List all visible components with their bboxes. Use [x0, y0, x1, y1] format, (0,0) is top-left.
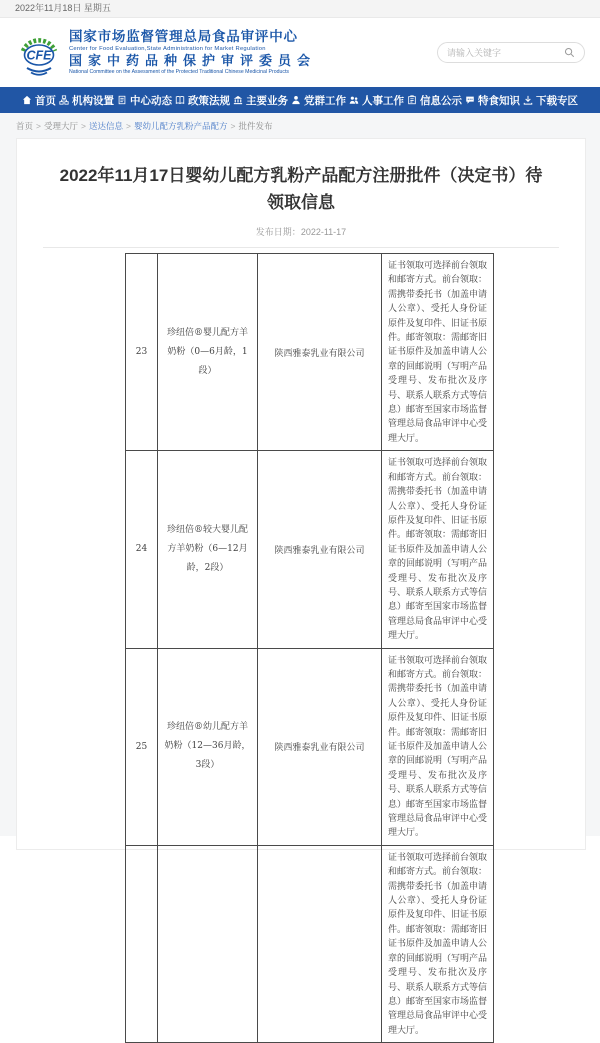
- chat-icon: [465, 95, 475, 105]
- cell-product-name: [158, 845, 258, 1042]
- home-icon: [22, 95, 32, 105]
- main-nav: [0, 87, 600, 113]
- nav-item-news[interactable]: 中心动态: [117, 93, 172, 108]
- person-icon: [291, 95, 301, 105]
- cell-pickup-info: 证书领取可选择前台领取和邮寄方式。前台领取：需携带委托书（加盖申请人公章）、受托人身份证原件及复印件、旧证书原件。邮寄领取：需邮寄旧证书原件及加盖申请人公章的回邮说明（写明产品受理号、发布批次及序号、联系人联系方式等信息）邮寄至国家市场监督管理总局食品审评中心受理大厅。: [382, 648, 494, 845]
- clipboard-icon: [407, 95, 417, 105]
- divider: [43, 247, 559, 248]
- people-icon: [349, 95, 359, 105]
- page-title: 2022年11月17日婴幼儿配方乳粉产品配方注册批件（决定书）待领取信息: [59, 166, 543, 212]
- publish-date: [17, 225, 585, 238]
- nav-item-hr[interactable]: 人事工作: [349, 93, 404, 108]
- nav-item-policy[interactable]: 政策法规: [175, 93, 230, 108]
- breadcrumb-item: 批件发布: [238, 121, 273, 131]
- table-row: [126, 254, 494, 451]
- cell-pickup-info: 证书领取可选择前台领取和邮寄方式。前台领取：需携带委托书（加盖申请人公章）、受托人身份证原件及复印件、旧证书原件。邮寄领取：需邮寄旧证书原件及加盖申请人公章的回邮说明（写明产品受理号、发布批次及序号、联系人联系方式等信息）邮寄至国家市场监督管理总局食品审评中心受理大厅。: [382, 451, 494, 648]
- cell-company: 陕西雅泰乳业有限公司: [258, 648, 382, 845]
- nav-item-download[interactable]: 下载专区: [523, 93, 578, 108]
- nav-item-food[interactable]: 特食知识: [465, 93, 520, 108]
- table-row: [126, 845, 494, 1042]
- article-card: [16, 138, 586, 1036]
- cell-company: [258, 845, 382, 1042]
- cell-product-name: 珍纽倍®较大婴儿配方羊奶粉（6—12月龄，2段）: [158, 451, 258, 648]
- cell-pickup-info: 证书领取可选择前台领取和邮寄方式。前台领取：需携带委托书（加盖申请人公章）、受托人身份证原件及复印件、旧证书原件。邮寄领取：需邮寄旧证书原件及加盖申请人公章的回邮说明（写明产品受理号、发布批次及序号、联系人联系方式等信息）邮寄至国家市场监督管理总局食品审评中心受理大厅。: [382, 254, 494, 451]
- bank-icon: [233, 95, 243, 105]
- breadcrumb-separator: >: [230, 121, 236, 131]
- publish-date-value: 2022-11-17: [300, 227, 347, 237]
- breadcrumb-item[interactable]: 首页: [16, 121, 34, 131]
- breadcrumb-separator: >: [125, 121, 131, 131]
- cell-company: 陕西雅泰乳业有限公司: [258, 451, 382, 648]
- current-date: 2022年11月18日 星期五: [15, 3, 111, 13]
- publish-date-label: 发布日期：: [255, 227, 301, 237]
- nav-item-party[interactable]: 党群工作: [291, 93, 346, 108]
- cell-product-name: 珍纽倍®婴儿配方羊奶粉（0—6月龄，1段）: [158, 254, 258, 451]
- org2-name-cn: 国家中药品种保护审评委员会: [69, 52, 317, 68]
- org2-name-en: National Committee on the Assessment of the Protected Traditional Chinese Medicinal Products: [69, 68, 290, 75]
- cell-product-name: 珍纽倍®幼儿配方羊奶粉（12—36月龄，3段）: [158, 648, 258, 845]
- breadcrumb-separator: >: [81, 121, 86, 131]
- topbar: [0, 0, 600, 18]
- search-icon[interactable]: [564, 47, 575, 58]
- site-header: [0, 18, 600, 87]
- cell-pickup-info: 证书领取可选择前台领取和邮寄方式。前台领取：需携带委托书（加盖申请人公章）、受托人身份证原件及复印件、旧证书原件。邮寄领取：需邮寄旧证书原件及加盖申请人公章的回邮说明（写明产品受理号、发布批次及序号、联系人联系方式等信息）邮寄至国家市场监督管理总局食品审评中心受理大厅。: [382, 845, 494, 1042]
- cell-index: [126, 845, 158, 1042]
- org-titles: [69, 29, 316, 75]
- breadcrumb-separator: >: [36, 121, 41, 131]
- content-area: [0, 113, 600, 1036]
- search-box[interactable]: [437, 42, 585, 63]
- breadcrumb-item[interactable]: 受理大厅: [43, 121, 78, 131]
- download-icon: [523, 95, 533, 105]
- table-wrap: [125, 253, 585, 1043]
- org-name-en: Center for Food Evaluation,State Administration for Market Regulation: [69, 45, 266, 52]
- cell-company: 陕西雅泰乳业有限公司: [258, 254, 382, 451]
- cell-index: 25: [126, 648, 158, 845]
- nav-item-business[interactable]: 主要业务: [233, 93, 288, 108]
- cfe-logo: [15, 29, 63, 77]
- org-name-cn: 国家市场监督管理总局食品审评中心: [69, 29, 298, 45]
- svg-text:CFE: CFE: [26, 48, 52, 62]
- breadcrumb-item[interactable]: 送达信息: [88, 121, 123, 131]
- law-book-icon: [175, 95, 185, 105]
- breadcrumb-item[interactable]: 婴幼儿配方乳粉产品配方: [133, 121, 228, 131]
- cell-index: 23: [126, 254, 158, 451]
- nav-item-info[interactable]: 信息公示: [407, 93, 462, 108]
- nav-item-home[interactable]: 首页: [22, 93, 56, 108]
- breadcrumb: [0, 113, 600, 138]
- table-row: [126, 648, 494, 845]
- table-row: [126, 451, 494, 648]
- document-icon: [117, 95, 127, 105]
- cell-index: 24: [126, 451, 158, 648]
- search-input[interactable]: [447, 48, 564, 58]
- batch-pickup-table: [125, 253, 494, 1043]
- nav-item-org[interactable]: 机构设置: [59, 93, 114, 108]
- org-chart-icon: [59, 95, 69, 105]
